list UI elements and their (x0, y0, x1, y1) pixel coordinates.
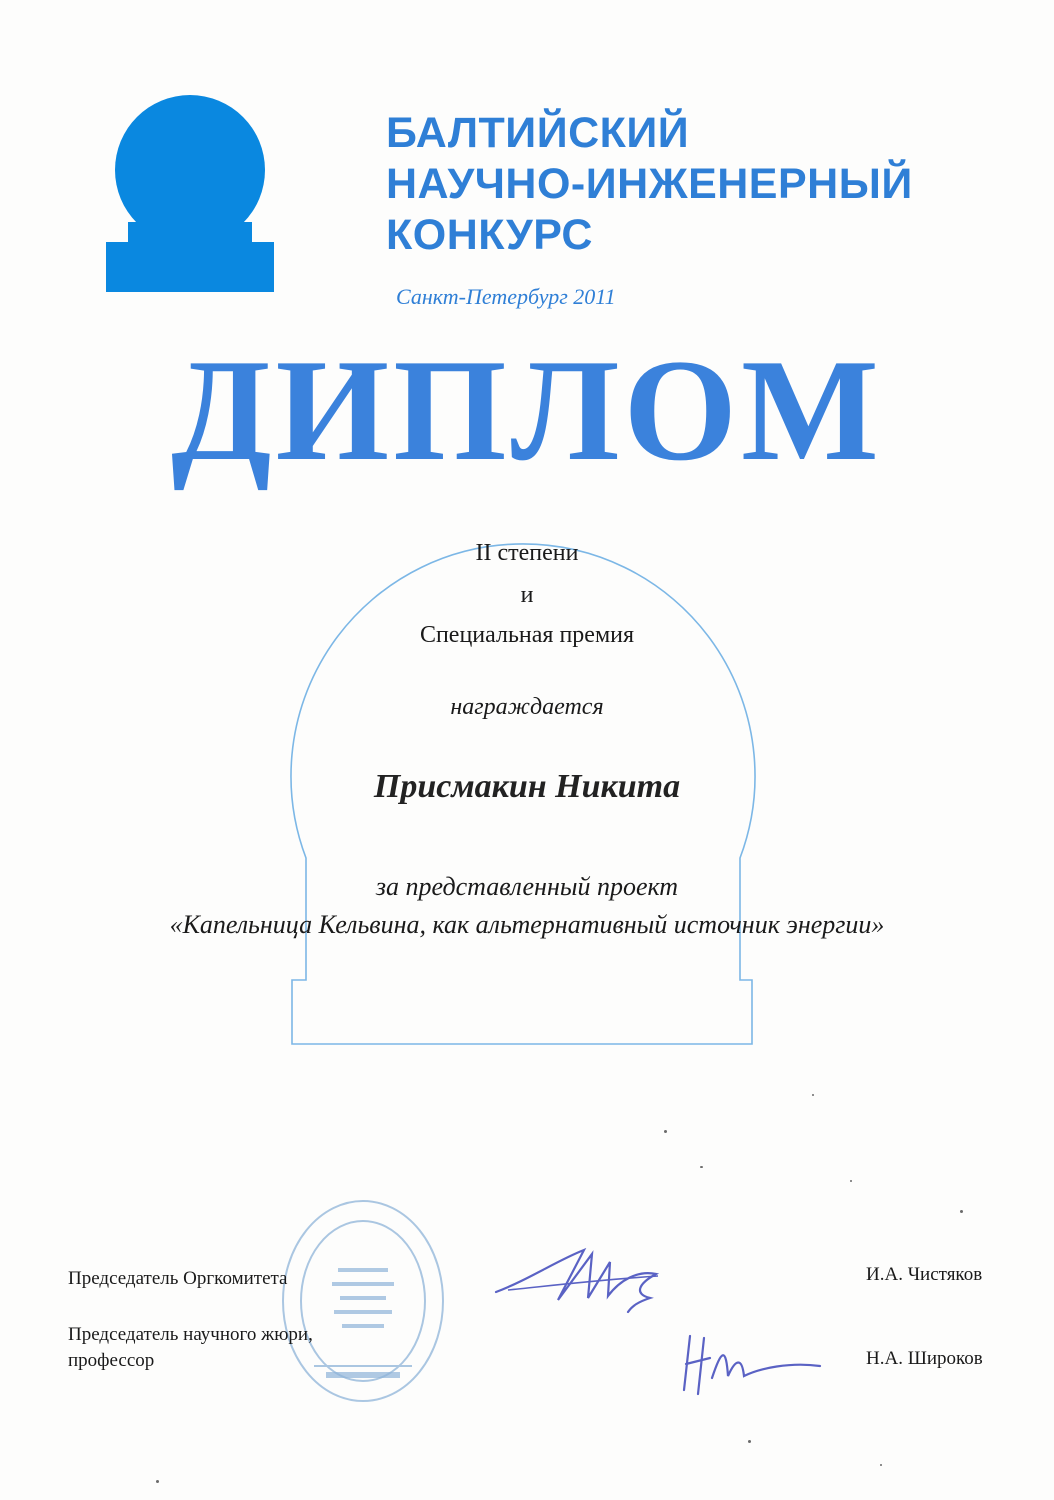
scan-speck (880, 1464, 882, 1466)
contest-logo (104, 94, 276, 294)
signature-chair-org (488, 1240, 668, 1320)
scan-speck (960, 1210, 963, 1213)
organization-stamp (278, 1196, 448, 1406)
contest-name-line-1: БАЛТИЙСКИЙ (386, 109, 690, 157)
scan-speck (664, 1130, 667, 1133)
chair-jury-role-line-1: Председатель научного жюри, (68, 1324, 313, 1345)
chair-jury-name: Н.А. Широков (866, 1348, 983, 1369)
signature-chair-jury (670, 1328, 830, 1408)
project-title: «Капельница Кельвина, как альтернативный источник энергии» (169, 910, 885, 939)
scan-speck (700, 1166, 703, 1168)
scan-speck (748, 1440, 751, 1443)
chair-org-role: Председатель Оргкомитета (68, 1268, 288, 1289)
contest-name (386, 108, 913, 261)
chair-org-name: И.А. Чистяков (866, 1264, 983, 1285)
contest-name-line-3: КОНКУРС (386, 211, 593, 259)
diploma-title: ДИПЛОМ (171, 329, 883, 491)
chair-jury-role-line-2: профессор (68, 1350, 155, 1371)
degree: II степени (475, 540, 579, 566)
place-and-year: Санкт-Петербург 2011 (396, 284, 616, 309)
awardee-name: Присмакин Никита (373, 768, 681, 805)
special-prize: Специальная премия (419, 622, 635, 648)
for-project-text: за представленный проект (375, 872, 679, 901)
conjunction: и (520, 582, 534, 608)
contest-name-line-2: НАУЧНО-ИНЖЕНЕРНЫЙ (386, 160, 913, 208)
scan-speck (156, 1480, 159, 1483)
scan-speck (850, 1180, 852, 1182)
scan-speck (812, 1094, 814, 1096)
awarded-text: награждается (450, 694, 604, 720)
